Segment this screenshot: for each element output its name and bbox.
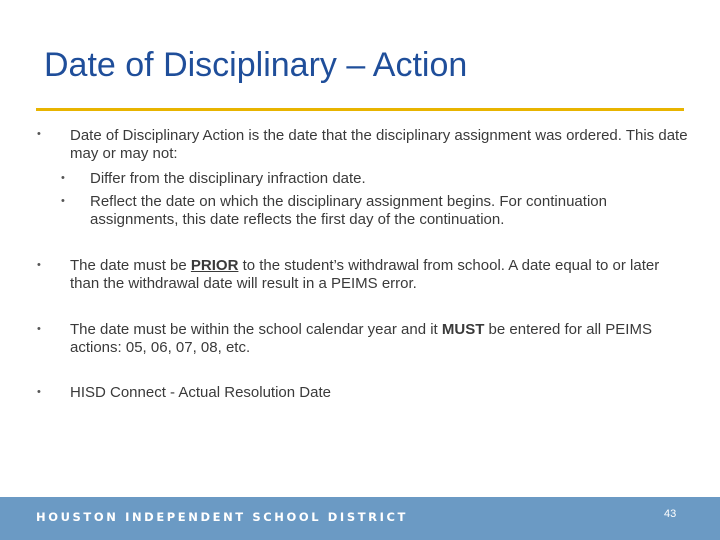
bullet-2-part1: The date must be xyxy=(70,257,191,274)
bullet-marker: • xyxy=(37,323,41,335)
sub-bullet-1-text: Differ from the disciplinary infraction date. xyxy=(90,170,366,187)
bullet-2-text xyxy=(70,257,682,293)
bullet-3-text xyxy=(70,321,682,357)
sub-bullet-marker: • xyxy=(61,195,65,207)
bullet-2-emphasis: PRIOR xyxy=(190,257,239,274)
bullet-4-text: HISD Connect - Actual Resolution Date xyxy=(70,384,331,401)
bullet-3-part1: The date must be within the school calendar year and it xyxy=(70,321,442,338)
page-number: 43 xyxy=(664,508,677,520)
slide-title: Date of Disciplinary – Action xyxy=(44,46,468,84)
bullet-3-emphasis: MUST xyxy=(441,321,485,338)
sub-bullet-2-text: Reflect the date on which the disciplinary assignment begins. For continuation assignments, this date reflects the first day of the continuation. xyxy=(90,193,607,228)
bullet-marker: • xyxy=(37,259,41,271)
footer-org-name: HOUSTON INDEPENDENT SCHOOL DISTRICT xyxy=(36,510,408,524)
bullet-1-text: Date of Disciplinary Action is the date that the disciplinary assignment was ordered. This date may or may not: xyxy=(70,127,688,162)
bullet-marker: • xyxy=(37,128,41,140)
footer-bar xyxy=(0,497,720,540)
bullet-2-part2: to the student’s withdrawal from school. A date equal to or later than the withdrawal date will result in a PEIMS error. xyxy=(70,257,660,292)
sub-bullet-marker: • xyxy=(61,172,65,184)
bullet-3-part2: be entered for all PEIMS actions: 05, 06, 07, 08, etc. xyxy=(70,321,652,356)
bullet-marker: • xyxy=(37,386,41,398)
